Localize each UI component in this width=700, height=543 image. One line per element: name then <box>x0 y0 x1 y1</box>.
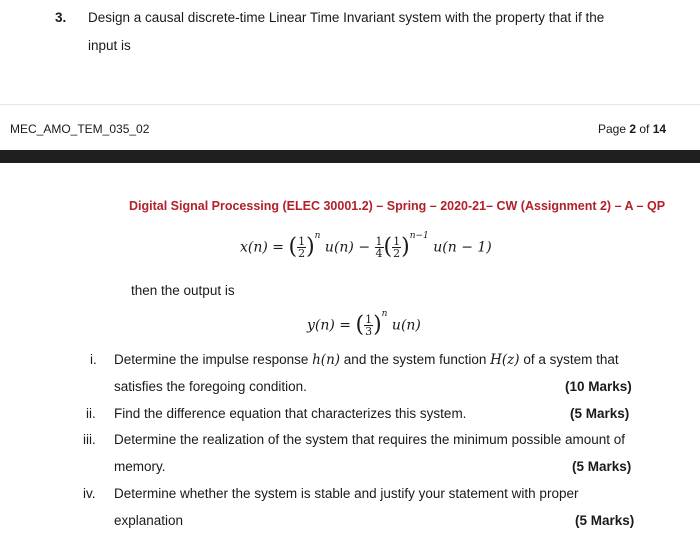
then-output-text: then the output is <box>131 283 235 298</box>
fraction-third <box>364 314 373 337</box>
question-number: 3. <box>55 10 67 25</box>
left-paren: ( <box>383 234 393 260</box>
item-i-math-h: h(n) <box>312 352 341 368</box>
item-i-line-1 <box>114 352 619 368</box>
item-iii-line-1: Determine the realization of the system that requires the minimum possible amount of <box>114 432 625 447</box>
course-header: Digital Signal Processing (ELEC 30001.2) – Spring – 2020-21– CW (Assignment 2) – A – QP <box>129 199 666 213</box>
fraction-half <box>297 236 306 259</box>
equation-y <box>307 308 421 338</box>
frac-den: 4 <box>375 247 383 260</box>
item-i-text1: Determine the impulse response <box>114 352 313 367</box>
exponent-n: n <box>381 308 388 319</box>
page-of: of <box>636 122 653 136</box>
item-ii-text: Find the difference equation that characterizes this system. <box>114 406 467 421</box>
left-paren: ( <box>355 312 365 338</box>
item-i-line-2: satisfies the foregoing condition. <box>114 379 307 394</box>
item-i-text3: of a system that <box>519 352 619 367</box>
page-current: 2 <box>629 122 637 136</box>
minus-sign: − <box>358 239 371 256</box>
page-prefix: Page <box>598 122 630 136</box>
item-iii-marks: (5 Marks) <box>572 459 632 474</box>
right-paren: ) <box>373 312 382 338</box>
page-indicator <box>598 122 666 136</box>
frac-den: 2 <box>298 247 306 260</box>
item-numeral-i: i. <box>90 352 97 367</box>
page-total: 14 <box>652 122 667 136</box>
equation-x <box>240 230 492 260</box>
equation-x-lhs: x(n) = <box>240 239 285 256</box>
item-i-math-H: H(z) <box>490 352 520 368</box>
exponent-n: n <box>314 230 321 241</box>
item-i-text2: and the system function <box>340 352 491 367</box>
item-iv-line-1: Determine whether the system is stable and justify your statement with proper <box>114 486 579 501</box>
frac-num: 1 <box>393 235 401 248</box>
item-iii-line-2: memory. <box>114 459 166 474</box>
item-numeral-iv: iv. <box>83 486 96 501</box>
question-line-2: input is <box>88 38 131 53</box>
document-code: MEC_AMO_TEM_035_02 <box>10 122 150 136</box>
right-paren: ) <box>306 234 315 260</box>
unit-step-un: u(n) <box>391 317 421 334</box>
item-ii-marks: (5 Marks) <box>570 406 630 421</box>
item-numeral-ii: ii. <box>86 406 96 421</box>
page-separator <box>0 104 700 105</box>
equation-y-lhs: y(n) = <box>307 317 352 334</box>
unit-step-un1: u(n − 1) <box>433 239 492 256</box>
item-i-marks: (10 Marks) <box>565 379 632 394</box>
item-iv-marks: (5 Marks) <box>575 513 635 528</box>
fraction-half-2 <box>392 236 401 259</box>
frac-num: 1 <box>375 235 383 248</box>
right-paren: ) <box>401 234 410 260</box>
item-numeral-iii: iii. <box>83 432 96 447</box>
frac-den: 2 <box>393 247 401 260</box>
frac-den: 3 <box>365 325 373 338</box>
unit-step-un: u(n) <box>324 239 354 256</box>
question-line-1: Design a causal discrete-time Linear Time Invariant system with the property that if the <box>88 10 605 25</box>
exponent-n-minus-1: n−1 <box>409 230 429 241</box>
page-break-bar <box>0 150 700 163</box>
frac-num: 1 <box>365 313 373 326</box>
frac-num: 1 <box>298 235 306 248</box>
item-iv-line-2: explanation <box>114 513 184 528</box>
fraction-quarter <box>375 236 384 259</box>
left-paren: ( <box>288 234 298 260</box>
